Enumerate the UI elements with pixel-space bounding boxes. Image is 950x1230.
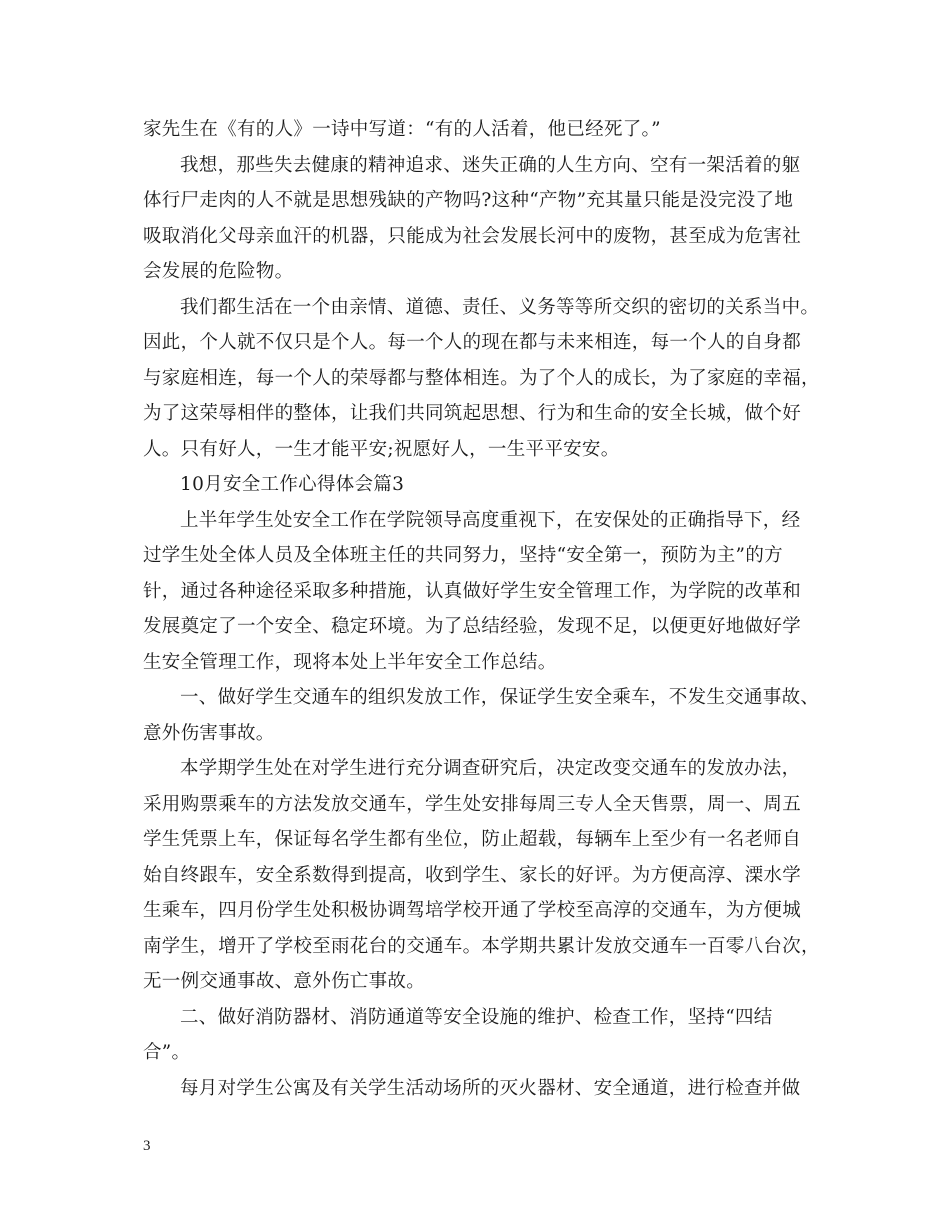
page-number: 3 — [143, 1138, 151, 1154]
text-line: 为了这荣辱相伴的整体，让我们共同筑起思想、行为和生命的安全长城，做个好 — [143, 403, 802, 424]
text-line: 无一例交通事故、意外伤亡事故。 — [143, 971, 426, 992]
text-line: 意外伤害事故。 — [143, 722, 275, 744]
text-line: 发展奠定了一个安全、稳定环境。为了总结经验，发现不足，以便更好地做好学 — [143, 616, 802, 637]
text-line: 会发展的危险物。 — [143, 261, 294, 282]
text-line: 家先生在《有的人》一诗中写道：“有的人活着，他已经死了。” — [143, 119, 661, 140]
text-line: 因此，个人就不仅只是个人。每一个人的现在都与未来相连，每一个人的自身都 — [143, 332, 802, 353]
text-line: 生乘车，四月份学生处积极协调驾培学校开通了学校至高淳的交通车，为方便城 — [143, 900, 802, 921]
text-line: 采用购票乘车的方法发放交通车，学生处安排每周三专人全天售票，周一、周五 — [143, 793, 802, 815]
text-line: 始自终跟车，安全系数得到提高，收到学生、家长的好评。为方便高淳、溧水学 — [143, 864, 802, 886]
text-line: 人。只有好人，一生才能平安;祝愿好人，一生平平安安。 — [143, 438, 620, 460]
text-line: 与家庭相连，每一个人的荣辱都与整体相连。为了个人的成长，为了家庭的幸福， — [143, 367, 820, 389]
text-line: 上半年学生处安全工作在学院领导高度重视下，在安保处的正确指导下，经 — [180, 509, 801, 531]
text-line: 本学期学生处在对学生进行充分调查研究后，决定改变交通车的发放办法， — [180, 758, 801, 779]
text-line: 每月对学生公寓及有关学生活动场所的灭火器材、安全通道，进行检查并做 — [180, 1077, 801, 1099]
text-line: 一、做好学生交通车的组织发放工作，保证学生安全乘车，不发生交通事故、 — [180, 687, 820, 708]
text-line: 我想，那些失去健康的精神追求、迷失正确的人生方向、空有一架活着的躯 — [180, 154, 801, 176]
text-line: 二、做好消防器材、消防通道等安全设施的维护、检查工作，坚持“四结 — [180, 1006, 773, 1028]
text-line: 南学生，增开了学校至雨花台的交通车。本学期共累计发放交通车一百零八台次， — [143, 935, 820, 957]
text-line: 过学生处全体人员及全体班主任的共同努力，坚持“安全第一，预防为主”的方 — [143, 545, 783, 566]
text-line: 生安全管理工作，现将本处上半年安全工作总结。 — [143, 651, 557, 673]
document-body — [143, 112, 828, 1106]
text-line: 体行尸走肉的人不就是思想残缺的产物吗?这种“产物”充其量只能是没完没了地 — [143, 190, 794, 211]
text-line: 学生凭票上车，保证每名学生都有坐位，防止超载，每辆车上至少有一名老师自 — [143, 829, 802, 850]
text-line: 针，通过各种途径采取多种措施，认真做好学生安全管理工作，为学院的改革和 — [143, 580, 802, 602]
text-line: 10月安全工作心得体会篇3 — [180, 474, 405, 495]
text-line: 我们都生活在一个由亲情、道德、责任、义务等等所交织的密切的关系当中。 — [180, 296, 820, 318]
text-line: 吸取消化父母亲血汗的机器，只能成为社会发展长河中的废物，甚至成为危害社 — [143, 225, 802, 247]
text-line: 合”。 — [143, 1042, 191, 1063]
